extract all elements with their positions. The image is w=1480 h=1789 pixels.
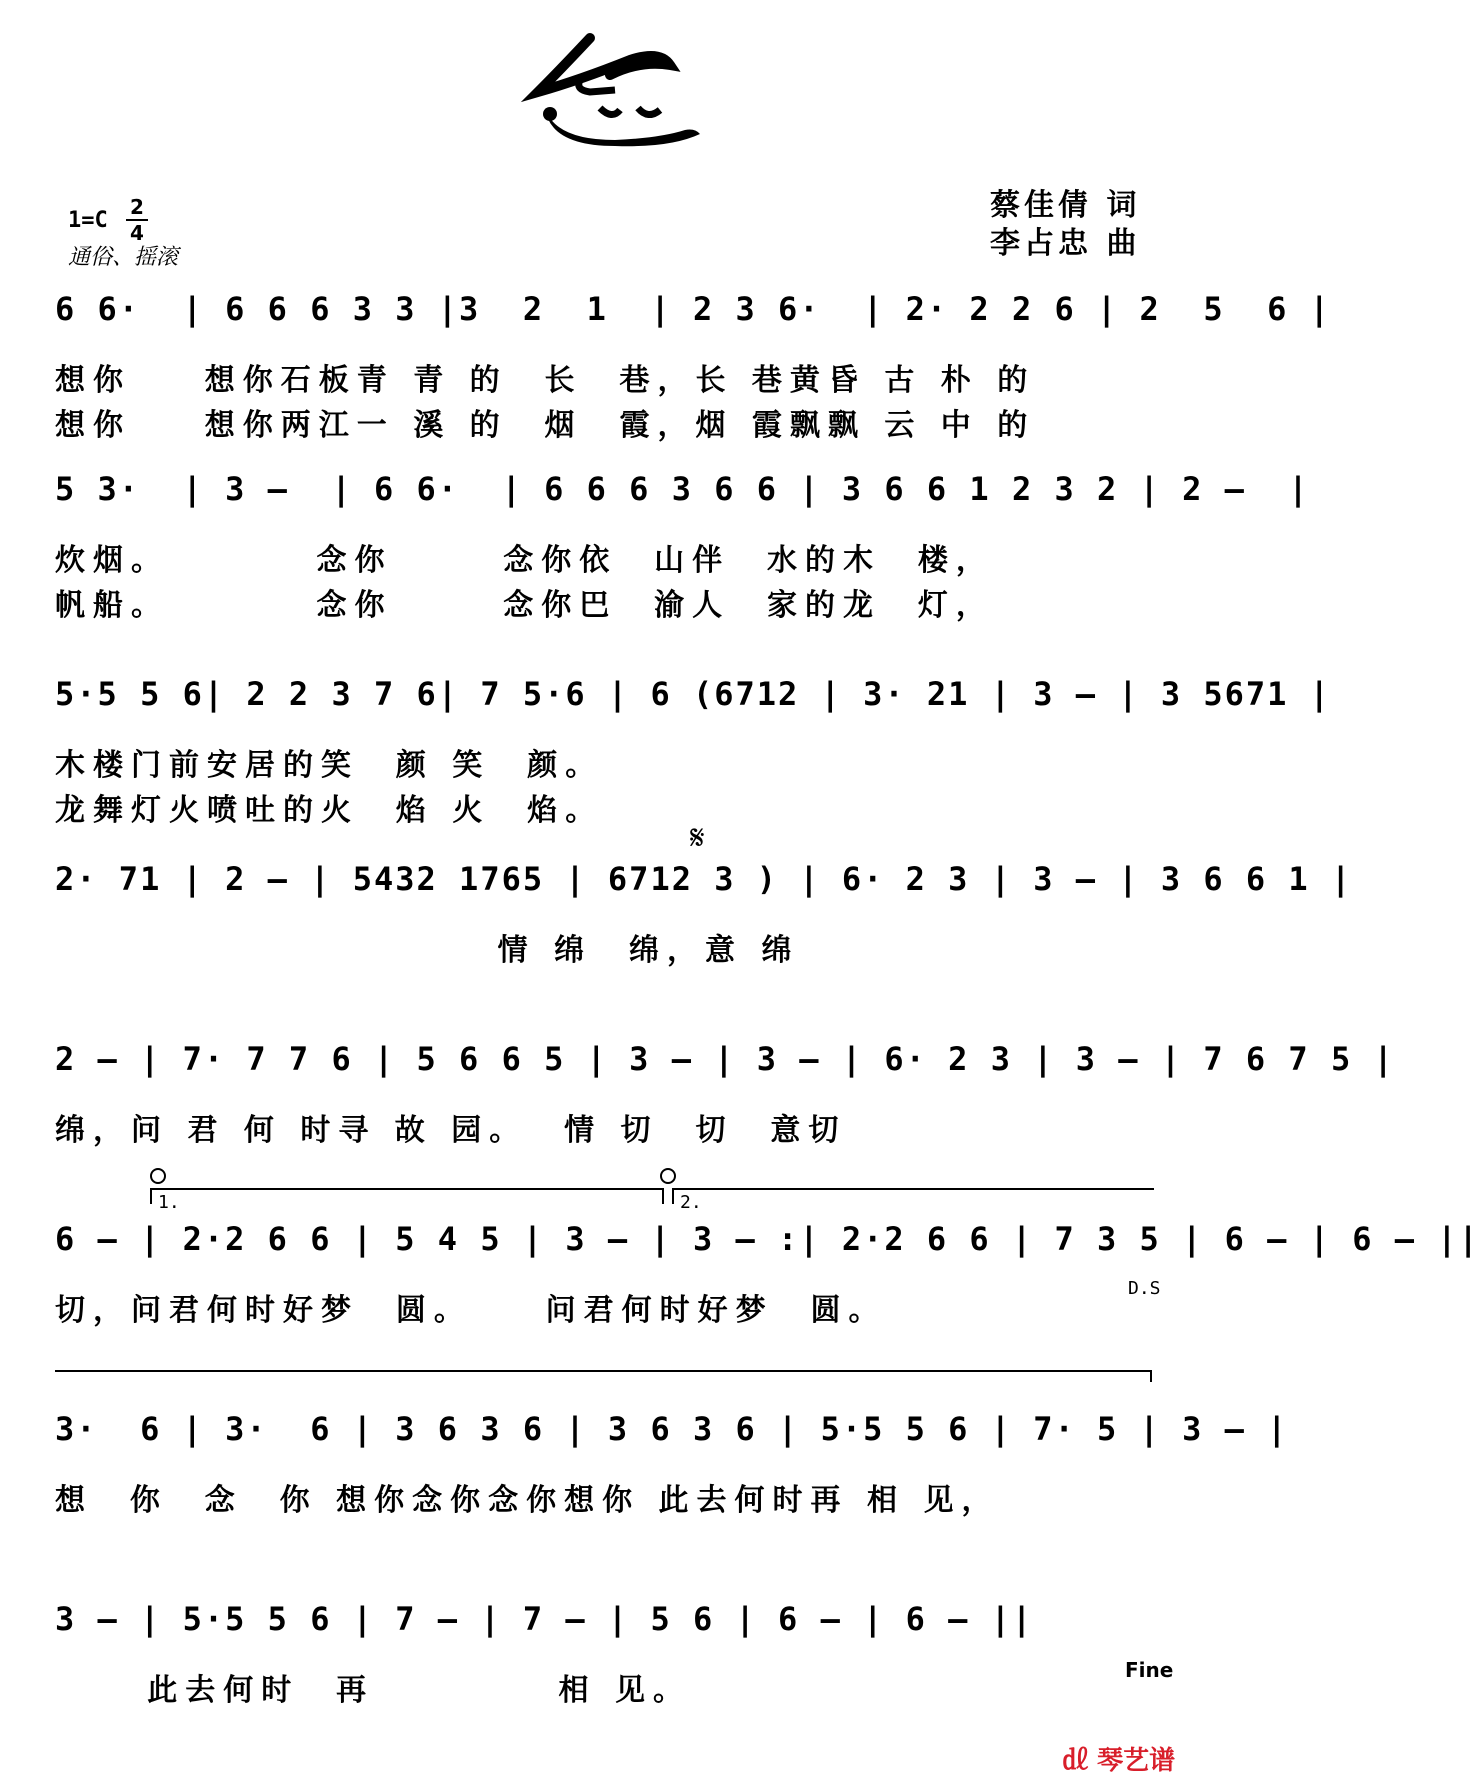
ds-marking: D.S bbox=[1128, 1278, 1161, 1299]
notation-row-4: 2· 71 | 2 – | 5432 1765 | 6712 3 ) | 6· 2 3 | 3 – | 3 6 6 1 | bbox=[55, 860, 1353, 898]
composer-credit: 李占忠 曲 bbox=[990, 226, 1141, 261]
notation-row-3: 5·5 5 6| 2 2 3 7 6| 7 5·6 | 6 (6712 | 3· 21 | 3 – | 3 5671 | bbox=[55, 675, 1331, 713]
notation-row-1: 6 6· | 6 6 6 3 3 |3 2 1 | 2 3 6· | 2· 2 2 6 | 2 5 6 | bbox=[55, 290, 1331, 328]
watermark-logo bbox=[1062, 1740, 1175, 1777]
volta-2-label: 2. bbox=[680, 1192, 702, 1213]
watermark-text: 琴艺谱 bbox=[1097, 1746, 1176, 1776]
volta-bracket-1 bbox=[150, 1188, 664, 1204]
lyric-row-3-verse-1: 木楼门前安居的笑 颜 笑 颜。 bbox=[55, 748, 604, 783]
notation-row-7: 3· 6 | 3· 6 | 3 6 3 6 | 3 6 3 6 | 5·5 5 6 | 7· 5 | 3 – | bbox=[55, 1410, 1289, 1448]
lyric-row-1-verse-2: 想你 想你两江一 溪 的 烟 霞，烟 霞飘飘 云 中 的 bbox=[55, 408, 1036, 443]
title-calligraphy bbox=[520, 30, 710, 150]
lyric-row-7: 想 你 念 你 想你念你念你想你 此去何时再 相 见， bbox=[55, 1483, 1000, 1518]
coda-sign-1 bbox=[150, 1168, 166, 1184]
lyric-row-8: 此去何时 再 相 见。 bbox=[55, 1673, 691, 1708]
key-signature: 1=C bbox=[68, 208, 108, 233]
watermark-icon: ㎗ bbox=[1062, 1746, 1089, 1776]
lyric-row-6: 切，问君何时好梦 圆。 问君何时好梦 圆。 bbox=[55, 1293, 887, 1328]
coda-bracket bbox=[55, 1370, 1152, 1382]
lyric-row-5: 绵，问 君 何 时寻 故 园。 情 切 切 意切 bbox=[55, 1113, 847, 1148]
lyric-row-4: 情 绵 绵，意 绵 bbox=[55, 933, 800, 968]
lyricist-credit: 蔡佳倩 词 bbox=[990, 188, 1141, 223]
volta-1-label: 1. bbox=[158, 1192, 180, 1213]
volta-bracket-2 bbox=[672, 1188, 1154, 1204]
notation-row-6: 6 – | 2·2 6 6 | 5 4 5 | 3 – | 3 – :| 2·2 6 6 | 7 3 5 | 6 – | 6 – || bbox=[55, 1220, 1480, 1258]
coda-sign-2 bbox=[660, 1168, 676, 1184]
notation-row-2: 5 3· | 3 – | 6 6· | 6 6 6 3 6 6 | 3 6 6 1 2 3 2 | 2 – | bbox=[55, 470, 1310, 508]
segno-sign: 𝄋 bbox=[690, 818, 705, 858]
style-marking: 通俗、摇滚 bbox=[68, 245, 179, 270]
fine-marking: Fine bbox=[1125, 1658, 1174, 1682]
time-signature: 2 4 bbox=[126, 196, 148, 244]
notation-row-8: 3 – | 5·5 5 6 | 7 – | 7 – | 5 6 | 6 – | 6 – || bbox=[55, 1600, 1034, 1638]
lyric-row-1-verse-1: 想你 想你石板青 青 的 长 巷，长 巷黄昏 古 朴 的 bbox=[55, 363, 1036, 398]
notation-row-5: 2 – | 7· 7 7 6 | 5 6 6 5 | 3 – | 3 – | 6· 2 3 | 3 – | 7 6 7 5 | bbox=[55, 1040, 1395, 1078]
lyric-row-2-verse-2: 帆船。 念你 念你巴 渝人 家的龙 灯， bbox=[55, 588, 994, 623]
lyric-row-3-verse-2: 龙舞灯火喷吐的火 焰 火 焰。 bbox=[55, 793, 604, 828]
lyric-row-2-verse-1: 炊烟。 念你 念你依 山伴 水的木 楼， bbox=[55, 543, 994, 578]
